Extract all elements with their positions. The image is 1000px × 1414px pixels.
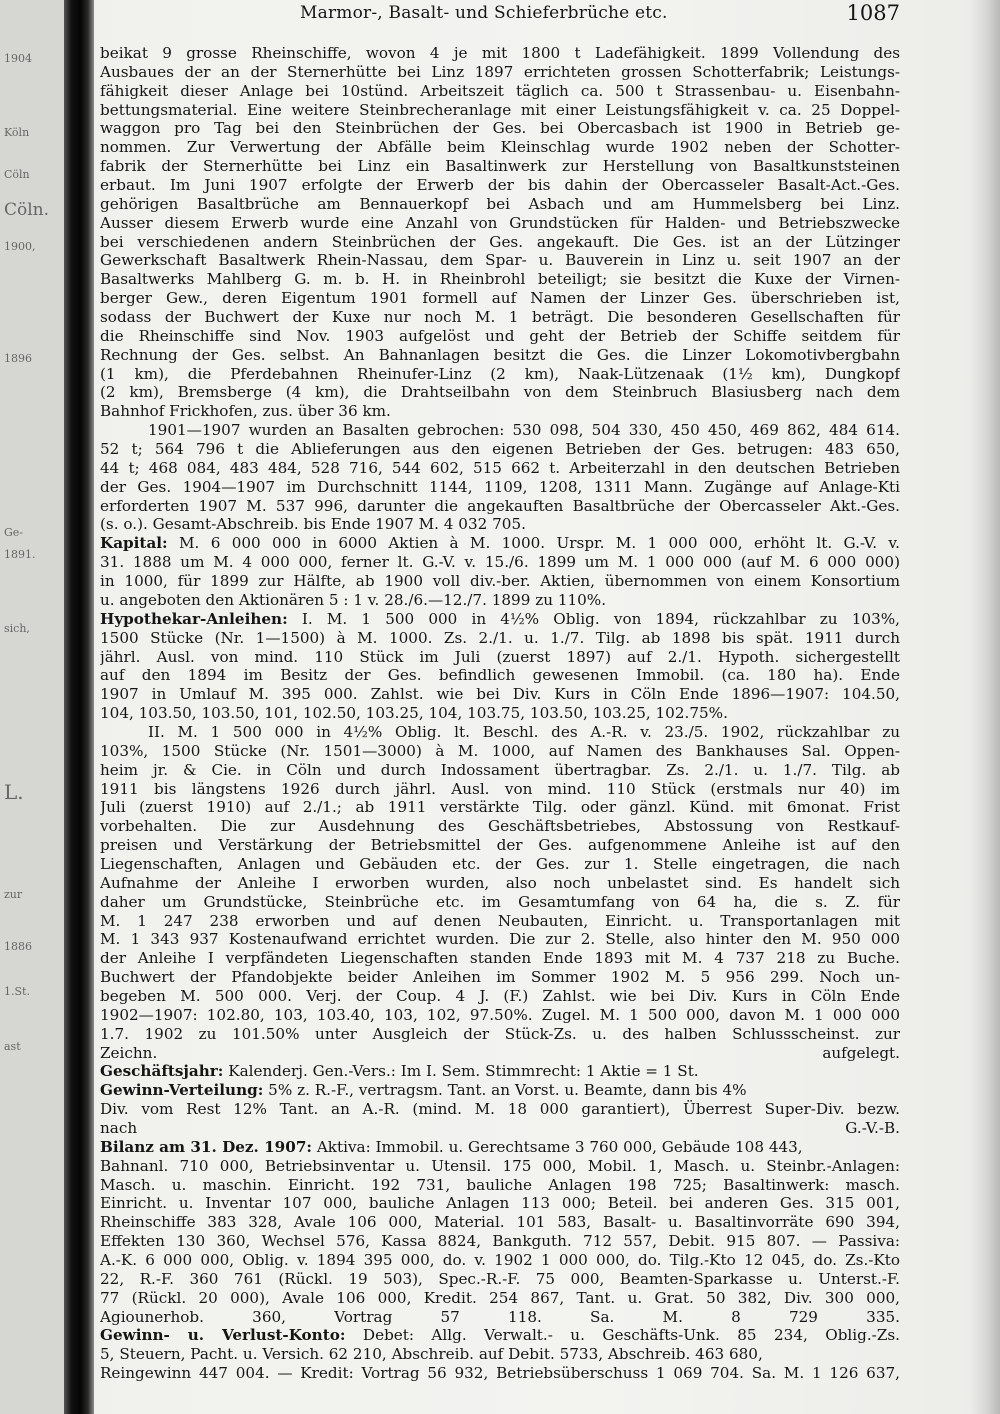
margin-fragment: 1896	[4, 352, 32, 365]
text-line: 1907 in Umlauf M. 395 000. Zahlst. wie bei Div. Kurs in Cöln Ende 1896—1907: 104.50,	[100, 685, 900, 704]
text-line: Ausser diesem Erwerb wurde eine Anzahl von Grundstücken für Halden- und Betriebszwecke	[100, 213, 900, 232]
margin-fragment: Ge-	[4, 526, 24, 539]
text-line: Kapital: M. 6 000 000 in 6000 Aktien à M. 1000. Urspr. M. 1 000 000, erhöht lt. G.-V. v.	[100, 534, 900, 553]
text-line: der Anleihe I verpfändeten Liegenschaften standen Ende 1893 mit M. 4 737 218 zu Buche.	[100, 949, 900, 968]
text-body	[100, 44, 900, 1383]
text-line: Effekten 130 360, Wechsel 576, Kassa 8824, Bankguth. 712 557, Debit. 915 807. — Passiva:	[100, 1232, 900, 1251]
page-edge-shadow	[970, 0, 1000, 1414]
text-line: 1911 bis längstens 1926 durch jährl. Ausl. von mind. 110 Stück (erstmals nur 40) im	[100, 779, 900, 798]
section-term: Gewinn- u. Verlust-Konto:	[100, 1326, 346, 1345]
text-line: 1902—1907: 102.80, 103, 103.40, 103, 102, 97.50%. Zugel. M. 1 500 000, davon M. 1 000 000	[100, 1005, 900, 1024]
text-line: Bilanz am 31. Dez. 1907: Aktiva: Immobil. u. Gerechtsame 3 760 000, Gebäude 108 443,	[100, 1137, 803, 1156]
text-line: 1.7. 1902 zu 101.50% unter Ausgleich der Stück-Zs. u. des halben Schlussscheinst. zur	[100, 1024, 900, 1043]
text-line: berger Gew., deren Eigentum 1901 formell auf Namen der Linzer Ges. überschrieben ist,	[100, 289, 900, 308]
text-line: 1901—1907 wurden an Basalten gebrochen: 530 098, 504 330, 450 450, 469 862, 484 614.	[148, 421, 900, 440]
text-line: M. 1 343 937 Kostenaufwand errichtet wurden. Die zur 2. Stelle, also hinter den M. 950 000	[100, 930, 900, 949]
text-line: fabrik der Sternerhütte bei Linz ein Basaltinwerk zur Herstellung von Basaltkunststeinen	[100, 157, 900, 176]
section-term: Geschäftsjahr:	[100, 1062, 224, 1081]
text-line: u. angeboten den Aktionären 5 : 1 v. 28./6.—12./7. 1899 zu 110%.	[100, 590, 607, 609]
text-line: 52 t; 564 796 t die Ablieferungen aus den eigenen Betrieben der Ges. betrugen: 483 650,	[100, 440, 900, 459]
text-line: vorbehalten. Die zur Ausdehnung des Geschäftsbetriebes, Abstossung von Restkauf-	[100, 817, 900, 836]
text-line: waggon pro Tag bei den Steinbrüchen der Ges. bei Obercasbach ist 1900 in Betrieb ge-	[100, 119, 900, 138]
text-line: heim jr. & Cie. in Cöln und durch Indossament übertragbar. Zs. 2./1. u. 1./7. Tilg. ab	[100, 760, 900, 779]
text-line: die Rheinschiffe sind Nov. 1903 aufgelöst und geht der Betrieb der Schiffe seitdem für	[100, 326, 900, 345]
page-number: 1087	[846, 1, 900, 25]
text-line: 1500 Stücke (Nr. 1—1500) à M. 1000. Zs. 2./1. u. 1./7. Tilg. ab 1898 bis spät. 1911 durch	[100, 628, 900, 647]
text-line: bei verschiedenen andern Steinbrüchen der Ges. angekauft. Die Ges. ist an der Lützinger	[100, 232, 900, 251]
text-line: Bahnhof Frickhofen, zus. über 36 km.	[100, 402, 391, 421]
text-line: Gewinn- u. Verlust-Konto: Debet: Allg. Verwalt.- u. Geschäfts-Unk. 85 234, Oblig.-Zs.	[100, 1326, 900, 1345]
section-term: Gewinn-Verteilung:	[100, 1081, 264, 1100]
margin-fragment: Cöln	[4, 168, 30, 181]
text-line: nach G.-V.-B.	[100, 1118, 900, 1137]
text-line: Masch. u. maschin. Einricht. 192 731, bauliche Anlagen 198 725; Basaltinwerk: masch.	[100, 1175, 900, 1194]
running-header	[110, 3, 900, 29]
text-line: Geschäftsjahr: Kalenderj. Gen.-Vers.: Im I. Sem. Stimmrecht: 1 Aktie = 1 St.	[100, 1062, 699, 1081]
text-line: sodass der Buchwert der Kuxe nur noch M. 1 beträgt. Die besonderen Gesellschaften für	[100, 308, 900, 327]
text-line: 22, R.-F. 360 761 (Rückl. 19 503), Spec.-R.-F. 75 000, Beamten-Sparkasse u. Unterst.-F.	[100, 1269, 900, 1288]
text-line: Ausbaues der an der Sternerhütte bei Linz 1897 errichteten grossen Schotterfabrik; Leistungs-	[100, 62, 900, 81]
text-line: fähigkeit dieser Anlage bei 10stünd. Arbeitszeit täglich ca. 500 t Strassenbau- u. Eisenbahn-	[100, 81, 900, 100]
margin-fragment: zur	[4, 888, 23, 901]
section-term: Hypothekar-Anleihen:	[100, 609, 288, 628]
margin-fragment: Köln	[4, 126, 30, 139]
margin-fragment: 1886	[4, 940, 32, 953]
margin-fragment: 1900,	[4, 240, 36, 253]
text-line: gehörigen Basaltbrüche am Bennauerkopf bei Asbach und am Hummelsberg bei Linz.	[100, 194, 900, 213]
margin-fragment: ast	[4, 1040, 21, 1053]
section-term: Kapital:	[100, 534, 168, 553]
section-term: Bilanz am 31. Dez. 1907:	[100, 1137, 312, 1156]
text-line: erforderten 1907 M. 537 996, darunter die angekauften Basaltbrüche der Obercasseler Akt.-Ges.	[100, 496, 900, 515]
text-line: 44 t; 468 084, 483 484, 528 716, 544 602, 515 662 t. Arbeiterzahl in den deutschen Betrieben	[100, 458, 900, 477]
text-line: Hypothekar-Anleihen: I. M. 1 500 000 in 4½% Oblig. von 1894, rückzahlbar zu 103%,	[100, 609, 900, 628]
text-line: begeben M. 500 000. Verj. der Coup. 4 J. (F.) Zahlst. wie bei Div. Kurs in Cöln Ende	[100, 986, 900, 1005]
text-line: auf den 1894 im Besitz der Ges. befindlich gewesenen Immobil. (ca. 180 ha). Ende	[100, 666, 900, 685]
text-line: beikat 9 grosse Rheinschiffe, wovon 4 je mit 1800 t Ladefähigkeit. 1899 Vollendung des	[100, 44, 900, 62]
text-line: daher um Grundstücke, Steinbrüche etc. im Gesamtumfang von 64 ha, die s. Z. für	[100, 892, 900, 911]
text-line: Reingewinn 447 004. — Kredit: Vortrag 56 932, Betriebsüberschuss 1 069 704. Sa. M. 1 126 637,	[100, 1364, 900, 1383]
text-line: Basaltwerks Mahlberg G. m. b. H. in Rheinbrohl beteiligt; sie besitzt die Kuxe der Virnen-	[100, 270, 900, 289]
text-line: Rechnung der Ges. selbst. An Bahnanlagen besitzt die Ges. die Linzer Lokomotivbergbahn	[100, 345, 900, 364]
text-line: 5, Steuern, Pacht. u. Versich. 62 210, Abschreib. auf Debit. 5733, Abschreib. 463 680,	[100, 1345, 763, 1364]
text-line: II. M. 1 500 000 in 4½% Oblig. lt. Beschl. des A.-R. v. 23./5. 1902, rückzahlbar zu	[148, 722, 900, 741]
text-line: M. 1 247 238 erworben und auf denen Neubauten, Einricht. u. Transportanlagen mit	[100, 911, 900, 930]
margin-fragment: sich,	[4, 622, 30, 635]
margin-fragment: Cöln.	[4, 200, 50, 220]
text-line: Juli (zuerst 1910) auf 2./1.; ab 1911 verstärkte Tilg. oder gänzl. Künd. mit 6monat. Frist	[100, 798, 900, 817]
margin-fragment: 1.St.	[4, 985, 30, 998]
text-line: 31. 1888 um M. 4 000 000, ferner lt. G.-V. v. 15./6. 1899 um M. 1 000 000 (auf M. 6 000 000)	[100, 553, 900, 572]
text-line: (s. o.). Gesamt-Abschreib. bis Ende 1907 M. 4 032 705.	[100, 515, 526, 534]
text-line: Gewerkschaft Basaltwerk Rhein-Nassau, dem Spar- u. Bauverein in Linz u. seit 1907 an der	[100, 251, 900, 270]
text-line: (2 km), Bremsberge (4 km), die Drahtseilbahn von dem Steinbruch Blasiusberg nach dem	[100, 383, 900, 402]
margin-fragment: 1891.	[4, 548, 36, 561]
text-line: Agiounerhob. 360, Vortrag 57 118. Sa. M. 8 729 335.	[100, 1307, 900, 1326]
text-line: erbaut. Im Juni 1907 erfolgte der Erwerb der bis dahin der Obercasseler Basalt-Act.-Ges.	[100, 176, 900, 195]
text-line: 77 (Rückl. 20 000), Avale 106 000, Kredit. 254 867, Tant. u. Grat. 50 382, Div. 300 000,	[100, 1288, 900, 1307]
text-line: 103%, 1500 Stücke (Nr. 1501—3000) à M. 1000, auf Namen des Bankhauses Sal. Oppen-	[100, 741, 900, 760]
text-line: (1 km), die Pferdebahnen Rheinufer-Linz (2 km), Naak-Lützenaak (1½ km), Dungkopf	[100, 364, 900, 383]
text-line: Bahnanl. 710 000, Betriebsinventar u. Utensil. 175 000, Mobil. 1, Masch. u. Steinbr.-Anlagen:	[100, 1156, 900, 1175]
facing-page-margin	[0, 0, 64, 1414]
text-line: der Ges. 1904—1907 im Durchschnitt 1144, 1109, 1208, 1311 Mann. Zugänge auf Anlage-Kti	[100, 477, 900, 496]
text-line: in 1000, für 1899 zur Hälfte, ab 1900 voll div.-ber. Aktien, übernommen von einem Konsortium	[100, 572, 900, 591]
text-line: Einricht. u. Inventar 107 000, bauliche Anlagen 113 000; Beteil. bei anderen Ges. 315 001,	[100, 1194, 900, 1213]
text-line: preisen und Verstärkung der Betriebsmittel der Ges. aufgenommene Anleihe ist auf den	[100, 836, 900, 855]
text-line: 104, 103.50, 103.50, 101, 102.50, 103.25, 104, 103.75, 103.50, 103.25, 102.75%.	[100, 704, 728, 723]
running-title: Marmor-, Basalt- und Schieferbrüche etc.	[300, 3, 668, 23]
text-line: Liegenschaften, Anlagen und Gebäuden etc. der Ges. zur 1. Stelle eingetragen, die nach	[100, 854, 900, 873]
text-line: bettungsmaterial. Eine weitere Steinbrecheranlage mit einer Leistungsfähigkeit v. ca. 25 Doppel-	[100, 100, 900, 119]
text-line: Buchwert der Pfandobjekte beider Anleihen im Sommer 1902 M. 5 956 299. Noch un-	[100, 968, 900, 987]
text-line: Zeichn. aufgelegt.	[100, 1043, 900, 1062]
text-line: A.-K. 6 000 000, Oblig. v. 1894 395 000, do. v. 1902 1 000 000, do. Tilg.-Kto 12 045, do. Zs.-Kto	[100, 1251, 900, 1269]
text-line: Gewinn-Verteilung: 5% z. R.-F., vertragsm. Tant. an Vorst. u. Beamte, dann bis 4%	[100, 1081, 747, 1100]
text-line: nommen. Zur Verwertung der Abfälle beim Kleinschlag wurde 1902 neben der Schotter-	[100, 138, 900, 157]
margin-fragment: 1904	[4, 52, 32, 65]
text-line: Rheinschiffe 383 328, Avale 106 000, Material. 101 583, Basalt- u. Basaltinvorräte 690 394,	[100, 1213, 900, 1232]
text-line: Aufnahme der Anleihe I erworben wurden, also noch unbelastet sind. Es handelt sich	[100, 873, 900, 892]
text-line: jährl. Ausl. von mind. 110 Stück im Juli (zuerst 1897) auf 2./1. Hypoth. sichergestellt	[100, 647, 900, 666]
margin-fragment: L.	[4, 780, 24, 804]
book-binding-shadow	[64, 0, 94, 1414]
text-line: Div. vom Rest 12% Tant. an A.-R. (mind. M. 18 000 garantiert), Überrest Super-Div. bezw.	[100, 1100, 900, 1119]
